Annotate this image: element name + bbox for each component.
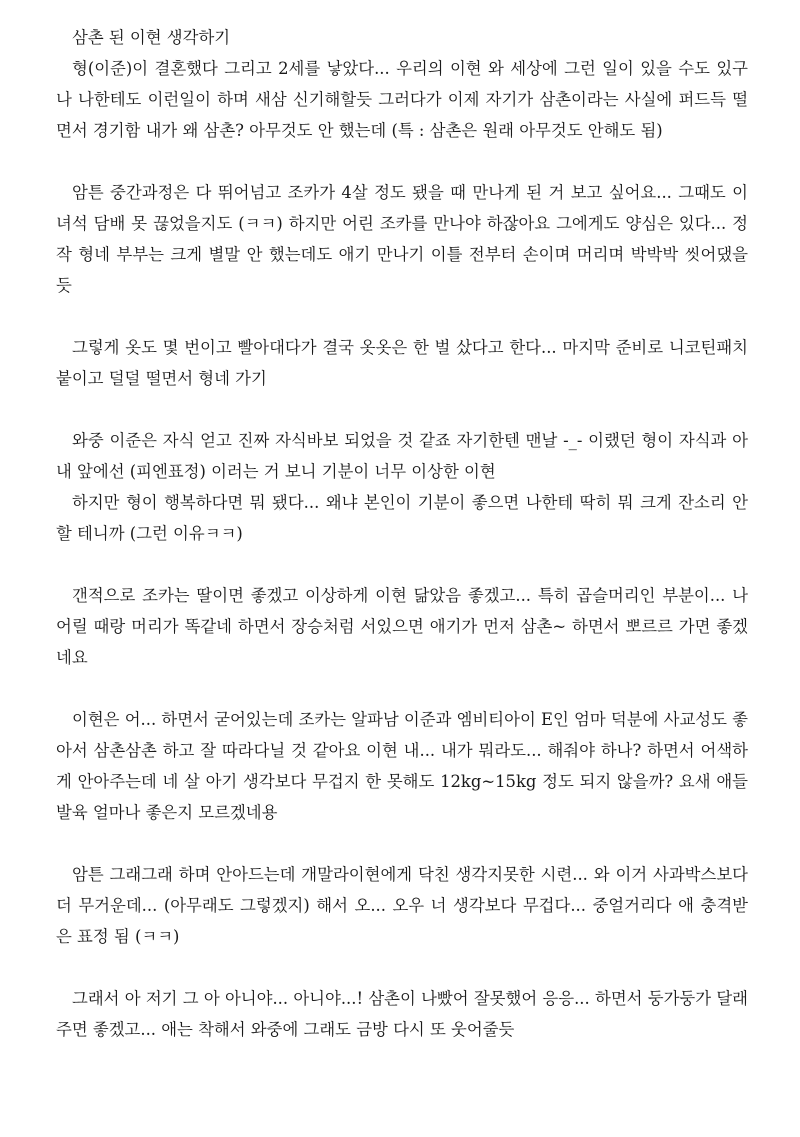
paragraph-gap	[56, 549, 748, 580]
paragraph: 그렇게 옷도 몇 번이고 빨아대다가 결국 옷옷은 한 벌 샀다고 한다... 마지막 준비로 니코틴패치 붙이고 덜덜 떨면서 형네 가기	[56, 338, 748, 388]
paragraph: 갠적으로 조카는 딸이면 좋겠고 이상하게 이현 닮았음 좋겠고... 특히 곱슬머리인 부분이... 나 어릴 때랑 머리가 똑같네 하면서 장승처럼 서있으면 애기가 먼저 삼촌~ 하면서 뽀르르 가면 좋겠네요	[56, 586, 748, 667]
document-body	[56, 22, 748, 1045]
paragraph-gap	[56, 828, 748, 859]
paragraph: 형(이준)이 결혼했다 그리고 2세를 낳았다... 우리의 이현 와 세상에 그런 일이 있을 수도 있구나 나한테도 이런일이 하며 새삼 신기해할듯 그러다가 이제 자기가 삼촌이라는 사실에 퍼드득 떨면서 경기함 내가 왜 삼촌? 아무것도 안 했는데 (특 : 삼촌은 원래 아무것도 안해도 됨)	[56, 59, 748, 140]
paragraph-gap	[56, 146, 748, 177]
paragraph: 암튼 그래그래 하며 안아드는데 개말라이현에게 닥친 생각지못한 시련... 와 이거 사과박스보다 더 무거운데... (아무래도 그렇겠지) 해서 오... 오우 너 생각보다 무겁다... 중얼거리다 애 충격받은 표정 됨 (ㅋㅋ)	[56, 865, 748, 946]
paragraph-gap	[56, 301, 748, 332]
paragraph: 그래서 아 저기 그 아 아니야... 아니야...! 삼촌이 나빴어 잘못했어 응응... 하면서 둥가둥가 달래주면 좋겠고... 애는 착해서 와중에 그래도 금방 다시 또 웃어줄듯	[56, 989, 748, 1039]
paragraph: 와중 이준은 자식 얻고 진짜 자식바보 되었을 것 같죠 자기한텐 맨날 -_- 이랬던 형이 자식과 아내 앞에선 (피엔표정) 이러는 거 보니 기분이 너무 이상한 이현	[56, 431, 748, 481]
paragraph: 하지만 형이 행복하다면 뭐 됐다... 왜냐 본인이 기분이 좋으면 나한테 딱히 뭐 크게 잔소리 안 할 테니까 (그런 이유ㅋㅋ)	[56, 493, 748, 543]
paragraph-gap	[56, 952, 748, 983]
paragraph-gap	[56, 673, 748, 704]
paragraph: 이현은 어... 하면서 굳어있는데 조카는 알파남 이준과 엠비티아이 E인 엄마 덕분에 사교성도 좋아서 삼촌삼촌 하고 잘 따라다닐 것 같아요 이현 내... 내가 뭐라도... 해줘야 하나? 하면서 어색하게 안아주는데 네 살 아기 생각보다 무겁지 한 못해도 12kg~15kg 정도 되지 않을까? 요새 애들 발육 얼마나 좋은지 모르겠네용	[56, 710, 748, 822]
document-title: 삼촌 된 이현 생각하기	[72, 28, 231, 47]
paragraph-gap	[56, 394, 748, 425]
paragraph: 암튼 중간과정은 다 뛰어넘고 조카가 4살 정도 됐을 때 만나게 된 거 보고 싶어요... 그때도 이 녀석 담배 못 끊었을지도 (ㅋㅋ) 하지만 어린 조카를 만나야 하잖아요 그에게도 양심은 있다... 정작 형네 부부는 크게 별말 안 했는데도 애기 만나기 이틀 전부터 손이며 머리며 박박박 씻어댔을 듯	[56, 183, 748, 295]
